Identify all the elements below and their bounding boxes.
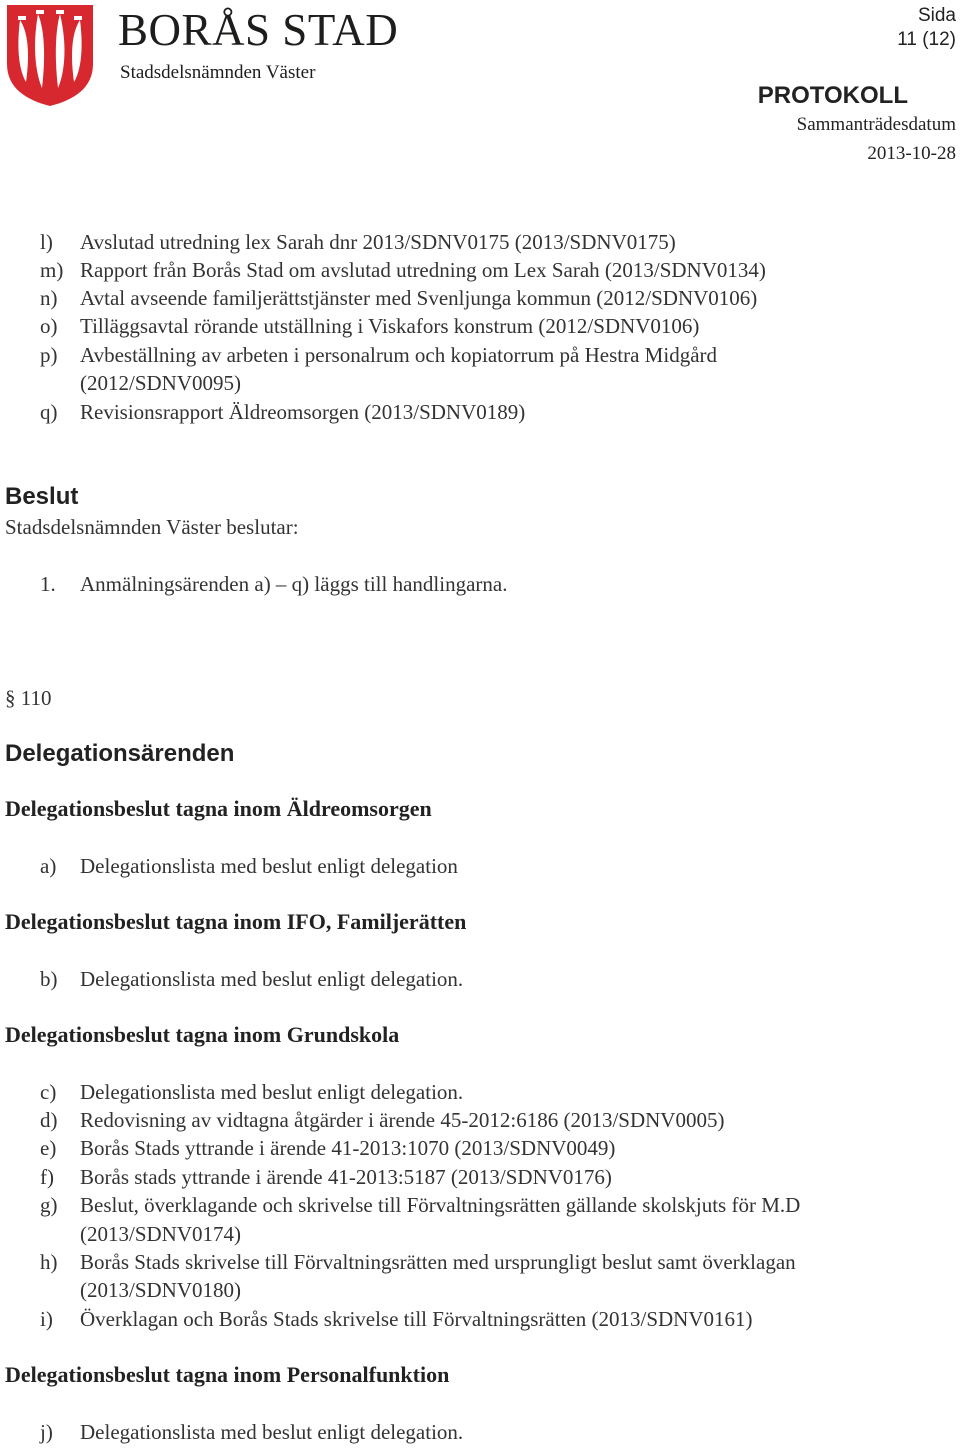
list-marker: g) [40,1193,58,1217]
list-text: Delegationslista med beslut enligt delegation. [80,1080,464,1104]
list-text: Delegationslista med beslut enligt delegation. [80,967,464,991]
list-marker: 1. [40,572,56,596]
organization-subtitle: Stadsdelsnämnden Väster [120,62,316,83]
list-text: Beslut, överklagande och skrivelse till Förvaltningsrätten gällande skolskjuts för M.D [80,1193,801,1217]
list-item-continuation: (2012/SDNV0095) [80,371,241,395]
list-item [40,1106,724,1134]
list-item [40,341,717,369]
list-item [40,1078,463,1106]
list-text: Delegationslista med beslut enligt delegation. [80,1420,464,1444]
group-heading-aldreomsorgen: Delegationsbeslut tagna inom Äldreomsorgen [5,796,432,821]
list-item [40,398,525,426]
decision-heading: Beslut [5,483,79,510]
list-marker: e) [40,1136,57,1160]
group-heading-ifo: Delegationsbeslut tagna inom IFO, Familjerätten [5,909,467,934]
list-item [40,852,458,880]
group-heading-grundskola: Delegationsbeslut tagna inom Grundskola [5,1022,400,1047]
section-title: Delegationsärenden [5,740,235,767]
group-heading-personalfunktion: Delegationsbeslut tagna inom Personalfunktion [5,1362,450,1387]
list-text: Revisionsrapport Äldreomsorgen (2013/SDNV0189) [80,400,526,424]
list-marker: d) [40,1108,58,1132]
list-text: Redovisning av vidtagna åtgärder i ärende 45-2012:6186 (2013/SDNV0005) [80,1108,725,1132]
list-item [40,312,699,340]
list-item [40,1163,612,1191]
list-text: Avtal avseende familjerättstjänster med Svenljunga kommun (2012/SDNV0106) [80,286,758,310]
list-item [40,228,676,256]
list-text: Avbeställning av arbeten i personalrum och kopiatorrum på Hestra Midgård [80,343,718,367]
list-text: Överklagan och Borås Stads skrivelse till Förvaltningsrätten (2013/SDNV0161) [80,1307,753,1331]
list-text: Rapport från Borås Stad om avslutad utredning om Lex Sarah (2013/SDNV0134) [80,258,766,282]
list-item-continuation: (2013/SDNV0174) [80,1222,241,1246]
coat-of-arms-logo [4,2,96,108]
list-marker: h) [40,1250,58,1274]
page-number: 11 (12) [897,29,956,50]
list-marker: q) [40,400,58,424]
list-item [40,965,463,993]
list-marker: n) [40,286,58,310]
organization-name: BORÅS STAD [118,5,399,55]
list-marker: j) [40,1420,53,1444]
list-marker: c) [40,1080,57,1104]
list-item-continuation: (2013/SDNV0180) [80,1278,241,1302]
list-item [40,1248,796,1276]
list-item [40,256,766,284]
list-marker: p) [40,343,58,367]
list-text: Delegationslista med beslut enligt delegation [80,854,458,878]
list-text: Avslutad utredning lex Sarah dnr 2013/SDNV0175 (2013/SDNV0175) [80,230,676,254]
list-item [40,1418,463,1446]
list-text: Borås stads yttrande i ärende 41-2013:5187 (2013/SDNV0176) [80,1165,612,1189]
page-label: Sida [917,5,956,26]
list-marker: a) [40,854,57,878]
list-text: Borås Stads skrivelse till Förvaltningsrätten med ursprungligt beslut samt överklagan [80,1250,796,1274]
list-text: Borås Stads yttrande i ärende 41-2013:1070 (2013/SDNV0049) [80,1136,616,1160]
list-marker: b) [40,967,58,991]
list-marker: m) [40,258,64,282]
list-marker: o) [40,314,58,338]
decision-text: Anmälningsärenden a) – q) läggs till handlingarna. [80,572,508,596]
list-item [40,1305,752,1333]
list-item [40,1134,615,1162]
list-marker: f) [40,1165,54,1189]
list-marker: i) [40,1307,53,1331]
list-text: Tilläggsavtal rörande utställning i Viskafors konstrum (2012/SDNV0106) [80,314,700,338]
list-item [40,1191,800,1219]
list-item [40,284,757,312]
meeting-date: 2013-10-28 [867,143,956,164]
decision-item [40,570,507,598]
section-number: § 110 [5,686,52,710]
meeting-date-label: Sammanträdesdatum [796,114,956,135]
document-type: PROTOKOLL [757,82,908,109]
decision-intro: Stadsdelsnämnden Väster beslutar: [5,515,299,539]
list-marker: l) [40,230,53,254]
